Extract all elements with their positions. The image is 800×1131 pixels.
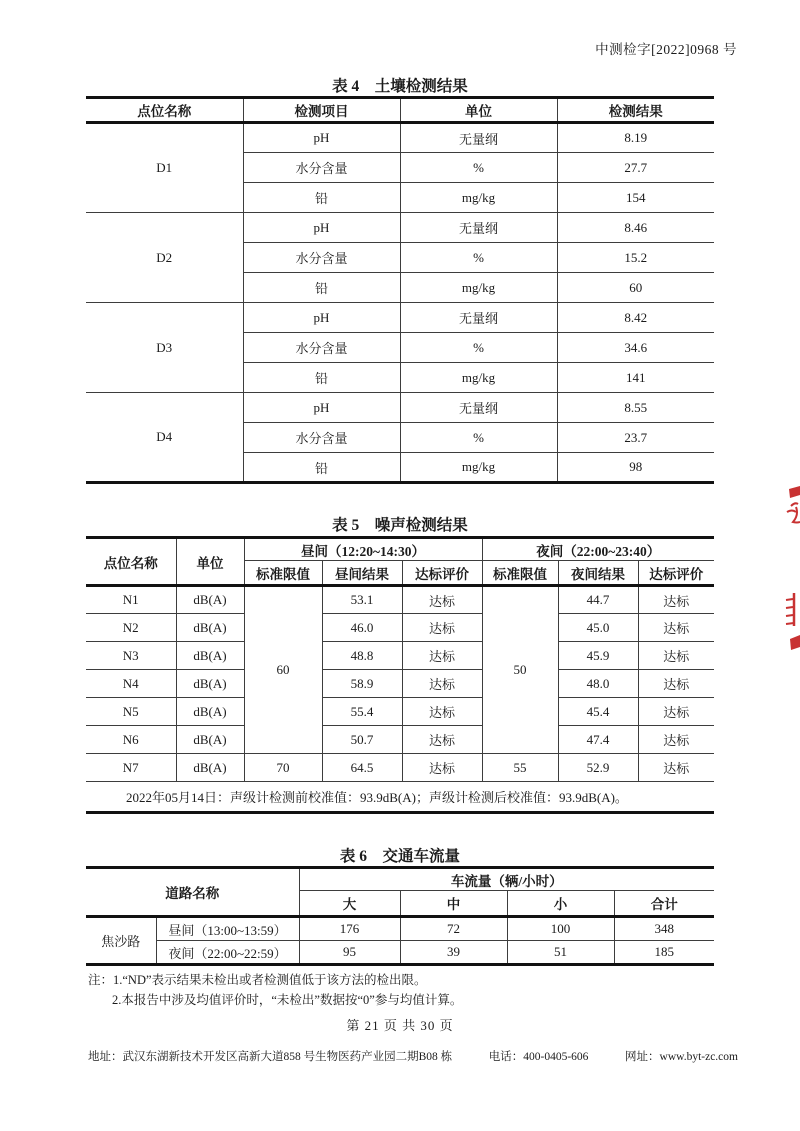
result-cell: 8.46 (557, 213, 714, 243)
unit-cell: dB(A) (176, 754, 244, 782)
footer-website: 网址：www.byt-zc.com (625, 1051, 738, 1063)
table-row (86, 642, 714, 670)
unit-cell: % (400, 333, 557, 363)
item-cell: 水分含量 (243, 243, 400, 273)
day-limit-cell: 70 (244, 754, 322, 782)
col-header-day-limit: 标准限值 (244, 561, 322, 586)
col-header-item: 检测项目 (243, 98, 400, 123)
item-cell: pH (243, 123, 400, 153)
small-cell: 100 (507, 917, 614, 941)
soil-results-table (86, 96, 714, 484)
table-row (86, 303, 714, 333)
item-cell: 水分含量 (243, 423, 400, 453)
point-cell: N4 (86, 670, 176, 698)
result-cell: 8.19 (557, 123, 714, 153)
result-cell: 60 (557, 273, 714, 303)
small-cell: 51 (507, 941, 614, 965)
table5-title: 表 5 噪声检测结果 (332, 517, 468, 534)
total-cell: 185 (614, 941, 714, 965)
unit-cell: mg/kg (400, 273, 557, 303)
unit-cell: 无量纲 (400, 213, 557, 243)
footer-address: 地址：武汉东湖新技术开发区高新大道858 号生物医药产业园二期B08 栋 (88, 1051, 453, 1063)
col-header-point: 点位名称 (86, 538, 176, 586)
table-row (86, 670, 714, 698)
item-cell: pH (243, 303, 400, 333)
col-header-total: 合计 (614, 891, 714, 917)
night-eval-cell: 达标 (638, 726, 714, 754)
table4-title: 表 4 土壤检测结果 (332, 78, 468, 95)
total-cell: 348 (614, 917, 714, 941)
item-cell: 水分含量 (243, 333, 400, 363)
large-cell: 95 (299, 941, 400, 965)
day-eval-cell: 达标 (402, 670, 482, 698)
night-limit-cell: 50 (482, 586, 558, 754)
day-result-cell: 55.4 (322, 698, 402, 726)
unit-cell: dB(A) (176, 726, 244, 754)
night-result-cell: 44.7 (558, 586, 638, 614)
period-cell: 夜间（22:00~22:59） (156, 941, 299, 965)
result-cell: 98 (557, 453, 714, 483)
item-cell: 铅 (243, 273, 400, 303)
medium-cell: 39 (400, 941, 507, 965)
item-cell: 铅 (243, 183, 400, 213)
table-row (86, 754, 714, 782)
table-row (86, 941, 714, 965)
night-result-cell: 52.9 (558, 754, 638, 782)
day-eval-cell: 达标 (402, 726, 482, 754)
table-row (86, 123, 714, 153)
col-header-medium: 中 (400, 891, 507, 917)
day-result-cell: 46.0 (322, 614, 402, 642)
col-header-night-result: 夜间结果 (558, 561, 638, 586)
night-result-cell: 45.0 (558, 614, 638, 642)
night-eval-cell: 达标 (638, 642, 714, 670)
item-cell: pH (243, 393, 400, 423)
flow-group-header: 车流量（辆/小时） (299, 868, 714, 891)
day-eval-cell: 达标 (402, 698, 482, 726)
point-cell: D2 (86, 213, 243, 303)
result-cell: 154 (557, 183, 714, 213)
day-eval-cell: 达标 (402, 754, 482, 782)
point-cell: N3 (86, 642, 176, 670)
day-result-cell: 64.5 (322, 754, 402, 782)
point-cell: D3 (86, 303, 243, 393)
day-result-cell: 48.8 (322, 642, 402, 670)
col-header-day-result: 昼间结果 (322, 561, 402, 586)
unit-cell: dB(A) (176, 670, 244, 698)
col-header-unit: 单位 (176, 538, 244, 586)
table-row (86, 614, 714, 642)
period-cell: 昼间（13:00~13:59） (156, 917, 299, 941)
point-cell: D1 (86, 123, 243, 213)
night-eval-cell: 达标 (638, 698, 714, 726)
calibration-note-row (86, 782, 714, 813)
unit-cell: 无量纲 (400, 303, 557, 333)
footer-phone: 电话：400-0405-606 (488, 1051, 589, 1063)
table-header-row (86, 98, 714, 123)
table-row (86, 726, 714, 754)
red-seal-fragment-icon (782, 592, 800, 659)
table-header-row (86, 868, 714, 891)
red-seal-fragment-icon (780, 486, 800, 547)
col-header-night-eval: 达标评价 (638, 561, 714, 586)
footnote-line-2: 2.本报告中涉及均值评价时，“未检出”数据按“0”参与均值计算。 (112, 993, 463, 1007)
point-cell: N2 (86, 614, 176, 642)
result-cell: 34.6 (557, 333, 714, 363)
day-eval-cell: 达标 (402, 642, 482, 670)
result-cell: 141 (557, 363, 714, 393)
night-limit-cell: 55 (482, 754, 558, 782)
doc-number: 中测检字[2022]0968 号 (595, 42, 737, 57)
point-cell: N6 (86, 726, 176, 754)
point-cell: N5 (86, 698, 176, 726)
noise-results-table (86, 536, 714, 814)
medium-cell: 72 (400, 917, 507, 941)
table-row (86, 393, 714, 423)
col-header-small: 小 (507, 891, 614, 917)
night-result-cell: 48.0 (558, 670, 638, 698)
unit-cell: 无量纲 (400, 123, 557, 153)
col-header-day-eval: 达标评价 (402, 561, 482, 586)
night-result-cell: 45.4 (558, 698, 638, 726)
day-result-cell: 53.1 (322, 586, 402, 614)
night-eval-cell: 达标 (638, 670, 714, 698)
col-header-large: 大 (299, 891, 400, 917)
page-number: 第 21 页 共 30 页 (346, 1018, 454, 1033)
footnotes (88, 970, 728, 1010)
item-cell: 水分含量 (243, 153, 400, 183)
unit-cell: dB(A) (176, 642, 244, 670)
point-cell: N1 (86, 586, 176, 614)
table-header-row (86, 538, 714, 561)
unit-cell: dB(A) (176, 586, 244, 614)
col-header-result: 检测结果 (557, 98, 714, 123)
night-result-cell: 47.4 (558, 726, 638, 754)
large-cell: 176 (299, 917, 400, 941)
unit-cell: dB(A) (176, 698, 244, 726)
item-cell: 铅 (243, 453, 400, 483)
unit-cell: 无量纲 (400, 393, 557, 423)
unit-cell: dB(A) (176, 614, 244, 642)
day-result-cell: 50.7 (322, 726, 402, 754)
result-cell: 27.7 (557, 153, 714, 183)
result-cell: 8.55 (557, 393, 714, 423)
day-eval-cell: 达标 (402, 614, 482, 642)
table-row (86, 698, 714, 726)
day-group-header: 昼间（12:20~14:30） (244, 538, 482, 561)
result-cell: 8.42 (557, 303, 714, 333)
day-eval-cell: 达标 (402, 586, 482, 614)
unit-cell: mg/kg (400, 363, 557, 393)
col-header-night-limit: 标准限值 (482, 561, 558, 586)
unit-cell: mg/kg (400, 183, 557, 213)
item-cell: pH (243, 213, 400, 243)
night-eval-cell: 达标 (638, 586, 714, 614)
unit-cell: % (400, 153, 557, 183)
day-result-cell: 58.9 (322, 670, 402, 698)
footnote-line-1: 注：1.“ND”表示结果未检出或者检测值低于该方法的检出限。 (88, 973, 427, 987)
table-row (86, 917, 714, 941)
item-cell: 铅 (243, 363, 400, 393)
unit-cell: % (400, 243, 557, 273)
traffic-flow-table (86, 866, 714, 966)
night-eval-cell: 达标 (638, 754, 714, 782)
unit-cell: % (400, 423, 557, 453)
night-result-cell: 45.9 (558, 642, 638, 670)
col-header-unit: 单位 (400, 98, 557, 123)
table6-title: 表 6 交通车流量 (339, 848, 461, 865)
unit-cell: mg/kg (400, 453, 557, 483)
col-header-point: 点位名称 (86, 98, 243, 123)
night-eval-cell: 达标 (638, 614, 714, 642)
table-row (86, 586, 714, 614)
night-group-header: 夜间（22:00~23:40） (482, 538, 714, 561)
point-cell: D4 (86, 393, 243, 483)
result-cell: 15.2 (557, 243, 714, 273)
calibration-note: 2022年05月14日：声级计检测前校准值：93.9dB(A)；声级计检测后校准值：93.9dB(A)。 (86, 782, 714, 813)
point-cell: N7 (86, 754, 176, 782)
day-limit-cell: 60 (244, 586, 322, 754)
table-row (86, 213, 714, 243)
contact-footer (88, 1048, 738, 1064)
col-header-road: 道路名称 (86, 868, 299, 917)
road-cell: 焦沙路 (86, 917, 156, 965)
result-cell: 23.7 (557, 423, 714, 453)
